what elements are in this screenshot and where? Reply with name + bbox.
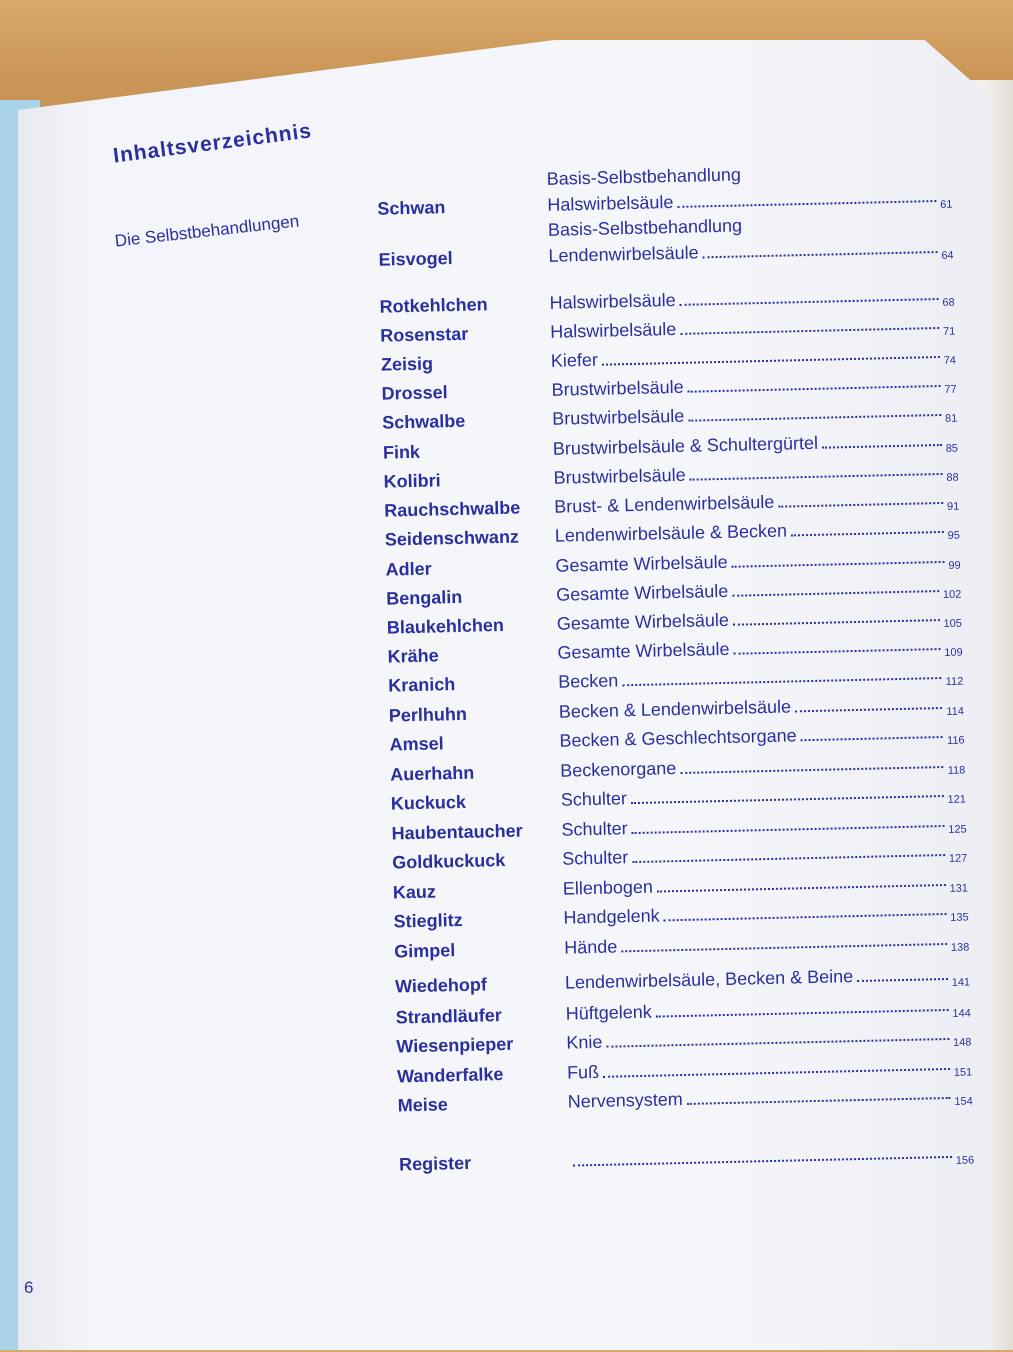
toc-entry-name: Register — [398, 1152, 472, 1175]
toc-entry-page: 114 — [946, 705, 965, 718]
toc-entry-page: 74 — [943, 354, 957, 367]
toc-entry-topic: Handgelenk — [563, 905, 660, 928]
toc-entry-page: 127 — [948, 852, 968, 865]
toc-entry-name: Wiedehopf — [394, 974, 488, 997]
toc-entry-topic: Gesamte Wirbelsäule — [555, 551, 728, 576]
toc-entry-name: Kuckuck — [390, 791, 467, 814]
toc-entry-page: 77 — [944, 383, 957, 396]
toc-entry-page: 88 — [946, 471, 959, 484]
toc-entry-page: 85 — [945, 442, 959, 455]
dot-leader — [602, 342, 940, 366]
toc-entry-line — [557, 634, 962, 664]
dot-leader — [663, 899, 946, 921]
toc-entry-name: Adler — [385, 558, 432, 580]
toc-entry-page: 138 — [950, 941, 970, 954]
dot-leader — [680, 313, 939, 335]
dot-leader — [778, 488, 943, 508]
toc-entry-page: 102 — [942, 588, 962, 601]
toc-entry-name: Schwalbe — [382, 410, 466, 433]
toc-entry-name: Stieglitz — [393, 909, 463, 932]
dot-leader — [800, 722, 943, 741]
toc-entry-line — [556, 576, 961, 606]
dot-leader — [732, 576, 939, 597]
toc-entry-line — [561, 781, 966, 811]
toc-entry-topic: Brustwirbelsäule — [553, 464, 686, 488]
toc-entry-line — [563, 870, 968, 900]
toc-entry-line — [550, 313, 955, 343]
page-title: Inhaltsverzeichnis — [111, 119, 314, 168]
toc-entry — [23, 1140, 1013, 1185]
toc-entry-line — [558, 663, 963, 693]
toc-entry-page: 99 — [948, 559, 961, 572]
section-heading: Die Selbstbehandlungen — [113, 211, 301, 251]
dot-leader — [688, 400, 941, 422]
toc-entry-line — [565, 994, 970, 1024]
toc-entry-topic: Halswirbelsäule — [549, 289, 676, 313]
toc-entry-line — [561, 811, 966, 841]
toc-entry-name: Wanderfalke — [396, 1064, 504, 1087]
toc-entry-line — [567, 1082, 972, 1112]
dot-leader — [677, 186, 936, 208]
toc-entry-line — [567, 1053, 972, 1083]
toc-entry-line — [551, 342, 956, 372]
toc-entry-name: Perlhuhn — [388, 703, 468, 726]
toc-entry-page: 61 — [940, 198, 953, 211]
dot-leader — [731, 547, 944, 568]
dot-leader — [791, 517, 944, 536]
toc-entry-topic: Schulter — [561, 818, 628, 840]
toc-entry-topic: Brustwirbelsäule — [551, 405, 685, 429]
dot-leader — [795, 693, 943, 712]
toc-entry-topic: Halswirbelsäule — [547, 192, 674, 215]
toc-entry-page: 91 — [946, 500, 960, 513]
toc-entry-topic: Lendenwirbelsäule, Becken & Beine — [564, 966, 854, 993]
toc-entry-topic: Fuß — [566, 1061, 600, 1083]
toc-entry-topic: Ellenbogen — [562, 876, 654, 899]
toc-entry-line — [569, 1141, 974, 1169]
toc-entry-name: Wiesenpieper — [396, 1033, 514, 1057]
toc-entry-topic: Brustwirbelsäule & Schultergürtel — [552, 432, 819, 459]
toc-entry-line — [551, 371, 956, 401]
dot-leader — [687, 371, 940, 393]
dot-leader — [632, 840, 945, 863]
toc-entry-prefix: Basis-Selbstbehandlung — [547, 215, 743, 240]
toc-entry-line — [559, 693, 964, 723]
toc-entry-page: 151 — [953, 1066, 973, 1079]
dot-leader — [689, 459, 942, 481]
dot-leader — [622, 663, 942, 686]
toc-entry-page: 118 — [947, 764, 966, 777]
dot-leader — [603, 1054, 950, 1078]
toc-entry-page: 156 — [955, 1154, 975, 1167]
dot-leader — [621, 929, 947, 952]
toc-entry-name: Gimpel — [394, 940, 456, 962]
toc-entry-page: 121 — [947, 793, 967, 806]
toc-entry-page: 144 — [952, 1007, 971, 1020]
toc-entry-line — [552, 400, 957, 430]
toc-entry-topic: Kiefer — [550, 349, 599, 371]
toc-entry-topic: Hüftgelenk — [565, 1001, 652, 1024]
toc-entry-topic: Schulter — [561, 847, 629, 869]
toc-entry-page: 109 — [944, 646, 963, 659]
toc-entry-page: 112 — [945, 675, 964, 688]
toc-entry-topic: Gesamte Wirbelsäule — [556, 609, 730, 634]
toc-entry-page: 148 — [952, 1036, 972, 1049]
toc-entry-name: Auerhahn — [390, 762, 475, 785]
toc-entry-name: Meise — [397, 1094, 448, 1116]
page-number: 6 — [24, 1278, 34, 1297]
toc-entry-topic: Brust- & Lendenwirbelsäule — [553, 491, 775, 517]
toc-entry-page: 68 — [942, 296, 955, 309]
toc-entry-name: Seidenschwanz — [384, 526, 520, 550]
toc-entry-prefix: Basis-Selbstbehandlung — [546, 164, 742, 189]
toc-entry-page: 116 — [946, 734, 965, 747]
toc-entry-topic: Nervensystem — [567, 1089, 683, 1112]
toc-entry-line — [562, 840, 967, 870]
toc-entry-topic: Halswirbelsäule — [550, 318, 677, 342]
toc-entry-page: 81 — [944, 412, 958, 425]
toc-entry-name: Goldkuckuck — [392, 849, 506, 873]
toc-entry-topic: Gesamte Wirbelsäule — [557, 638, 730, 663]
toc-entry-topic: Becken & Lendenwirbelsäule — [558, 696, 792, 722]
toc-entry-page: 64 — [941, 249, 954, 262]
toc-entry-line — [553, 459, 958, 489]
dot-leader — [702, 237, 937, 258]
toc-entry-line — [547, 186, 952, 216]
toc-entry-name: Zeisig — [380, 353, 434, 375]
toc-entry-name: Kranich — [387, 674, 456, 696]
toc-entry-name: Blaukehlchen — [386, 614, 505, 638]
toc-entry-line — [555, 547, 960, 577]
toc-entry-name: Drossel — [381, 382, 448, 404]
toc-entry-line — [564, 928, 969, 958]
toc-entry-name: Haubentaucher — [391, 820, 523, 844]
toc-entry-page: 95 — [947, 529, 961, 542]
dot-leader — [680, 752, 944, 774]
toc-entry-topic: Hände — [563, 936, 618, 958]
toc-entry-page: 135 — [950, 911, 969, 924]
toc-entry-page: 71 — [942, 325, 956, 338]
toc-entry-page: 131 — [949, 882, 969, 895]
toc-entry-page: 125 — [948, 823, 967, 836]
toc-entry-name: Amsel — [389, 733, 444, 755]
toc-entry-name: Bengalin — [386, 586, 463, 609]
toc-entry-name: Rotkehlchen — [379, 294, 488, 317]
toc-entry-page: 154 — [954, 1095, 973, 1108]
toc-entry-name: Schwan — [377, 197, 446, 219]
toc-entry-page: 105 — [943, 617, 963, 630]
toc-entry-line — [549, 284, 954, 314]
toc-entry-topic: Becken — [557, 670, 619, 692]
toc-entry-topic: Gesamte Wirbelsäule — [555, 580, 729, 605]
toc-entry-topic: Schulter — [560, 788, 628, 810]
toc-entry-name: Krähe — [387, 645, 439, 667]
toc-entry-name: Eisvogel — [378, 248, 453, 270]
dot-leader — [657, 870, 946, 893]
dot-leader — [606, 1024, 949, 1048]
toc-entry-line — [553, 430, 958, 460]
toc-entry-name: Rosenstar — [380, 323, 469, 346]
toc-entry-line — [555, 517, 960, 547]
toc-entry-topic: Lendenwirbelsäule — [548, 242, 699, 266]
dot-leader — [679, 284, 938, 306]
toc-entry-name: Fink — [382, 441, 421, 463]
toc-entry — [1, 164, 1013, 229]
dot-leader — [573, 1142, 952, 1167]
toc-entry-line — [554, 488, 959, 518]
toc-entry-page: 141 — [951, 976, 971, 989]
dot-leader — [631, 781, 944, 804]
dot-leader — [857, 964, 948, 982]
toc-entry-line — [565, 963, 970, 993]
toc-entry-line — [548, 237, 953, 267]
dot-leader — [686, 1083, 950, 1105]
toc-entry-line — [566, 1023, 971, 1053]
toc-entry-line — [563, 898, 968, 928]
toc-entry-line — [560, 752, 965, 782]
toc-entry-topic: Lendenwirbelsäule & Becken — [554, 520, 788, 546]
dot-leader — [656, 995, 949, 1018]
toc-entry-name: Kauz — [392, 881, 437, 903]
toc-entry-name: Rauchschwalbe — [384, 497, 521, 521]
dot-leader — [733, 605, 940, 626]
dot-leader — [631, 811, 944, 834]
toc-entry-topic: Beckenorgane — [559, 758, 677, 781]
toc-entry-line — [557, 605, 962, 635]
dot-leader — [822, 430, 942, 449]
toc-entry-topic: Brustwirbelsäule — [551, 376, 684, 400]
toc-entry-line — [559, 722, 964, 752]
toc-entry-topic: Becken & Geschlechtsorgane — [559, 725, 797, 751]
toc-entry-name: Kolibri — [383, 470, 441, 492]
dot-leader — [733, 634, 940, 655]
toc-entry-name: Strandläufer — [395, 1005, 502, 1028]
toc-entry-topic: Knie — [566, 1031, 603, 1053]
